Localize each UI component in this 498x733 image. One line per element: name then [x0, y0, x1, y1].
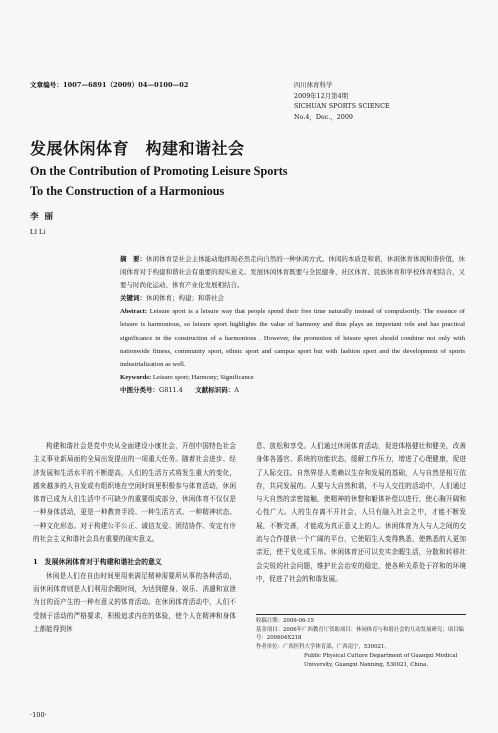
- body-right-column: [256, 440, 466, 586]
- keywords-english-label: Keywords:: [120, 373, 152, 381]
- title-english: [30, 161, 470, 201]
- journal-info: [294, 80, 464, 122]
- body-left-column: [33, 440, 236, 636]
- abstract-english: [120, 305, 465, 370]
- author-name-english: LI Li: [30, 227, 46, 236]
- abstract-chinese: [120, 253, 465, 292]
- title-english-line-1: On the Contribution of Promoting Leisure Sports: [30, 164, 288, 178]
- author-unit-value: 广西医科大学体育部，广西南宁，530021。: [282, 644, 390, 651]
- received-label: 收稿日期：: [256, 618, 283, 624]
- abstract-english-label: Abstract:: [120, 308, 148, 316]
- right-column-paragraph: 息、放松和享受。人们通过休闲体育活动，促进体格健壮和健美，改善身体各器官、系统的功能状态，缓解工作压力，增进了心理健康，促进了人际交往。自然界是人类赖以生存和发展的基础，人与自然是相互依存，共同发展的。人要与大自然和谐，不与人交往的活动中，人们通过与大自然的亲密接触，使精神的休整和躯体补偿以进行，使心胸开阔和心性广大。人的生存离不开社会，人只有融入社会之中，才能不断发展，不断完善，才能成为真正意义上的人。休闲体育为人与人之间的交流与合作提供一个广阔的平台，它使陌生人变得熟悉，使熟悉的人更加亲近，使干戈化成玉帛。休闲体育还可以充实余暇生活，分散和转移社会尖锐的社会问题，维护社会治安的稳定，使各种关系处于祥和的环境中，促进了社会的和谐发展。: [256, 442, 466, 583]
- abstract-chinese-label: 摘 要：: [120, 255, 147, 263]
- title-chinese: 发展休闲体育 构建和谐社会: [30, 139, 245, 158]
- document-code-value: A: [234, 385, 239, 394]
- keywords-english: [120, 371, 465, 384]
- journal-name-en: SICHUAN SPORTS SCIENCE: [294, 102, 390, 110]
- intro-paragraph: 构建和谐社会是党中央从全面建设小康社会，开创中国特色社会主义事业新局面的全局出发提出的一项重大任务。随着社会进步、经济发展和生活水平的不断提高，人们的生活方式将发生重大的变化，越来越多的人自发或有组织地在空闲时间里积极参与体育活动，休闲体育已成为人们生活中不可缺少的重要组成部分，休闲体育不仅仅是一种身体活动，更是一种教育手段、一种生活方式、一种精神状态、一种文化形态。对于构建公平公正、诚信友爱、团结协作、安定有序的社会主义和谐社会具有重要的现实意义。: [33, 442, 236, 544]
- received-value: 2009-06-15: [282, 618, 315, 624]
- footnote-author: [256, 643, 466, 652]
- abstract-chinese-text: 休闲体育是社会主体能动地择现必然走向自然的一种休闲方式。休闲的本质是和谐，休闲体育体现和谐价值，休闲体育对于构建和谐社会有重要的现实意义。发展休闲体育既要与全民健身、社区体育、民族体育和学校体育相结合，又要与时尚化运动、体育产业化发展相结合。: [120, 255, 466, 290]
- journal-issue-cn: 2009年12月第4期: [294, 91, 349, 100]
- footnote-block: [256, 617, 466, 669]
- journal-name-cn: 四川体育科学: [294, 81, 333, 89]
- section-1-heading: 1 发展休闲体育对于构建和谐社会的意义: [33, 558, 162, 567]
- keywords-chinese-label: 关键词：: [120, 294, 146, 303]
- keywords-english-text: Leisure sport; Harmony; Significance: [151, 373, 254, 381]
- title-english-line-2: To the Construction of a Harmonious: [30, 184, 225, 198]
- section-1-paragraph: 休闲是人们在自由时间里用来满足精神需要所从事的各种活动，而休闲体育则是人们利用余暇时间，为达到健身、娱乐、消遣和宣泄为目的而产生的一种有意义的体育活动。在休闲体育活动中，人们不受制于活动的严格要求，积极追求内在的体验，使个人在精神和身体上都能得到休: [33, 571, 236, 633]
- abstract-block: [120, 253, 465, 397]
- author-unit-label: 作者单位：: [256, 644, 283, 651]
- classification-line: [120, 384, 465, 397]
- footnote-received: [256, 617, 466, 626]
- page-number: ·100·: [30, 711, 47, 719]
- fund-value: 2006年广西教育厅资助项目：休闲体育与和谐社会的互动发展研究；项目编号：200604X218: [256, 626, 464, 642]
- author-name-chinese: 李丽: [30, 212, 60, 222]
- classification-label: 中图分类号：: [120, 385, 159, 394]
- abstract-english-text: Leisure sport is a leisure way that people spend their free time naturally instead of compulsorily. The essence of leisure is harmonious, so leisure sport highlights the value of harmony and thus plays an important role and has practical significance in the construction of a harmonious . However, the promotion of leisure sport should combine not only with nationwide fitness, community sport, ethnic sport and campus sport but with fashion sport and the development of sports industrialization as well.: [120, 308, 465, 368]
- document-code-label: 文献标识码：: [195, 385, 235, 394]
- footnote-divider: [256, 614, 466, 615]
- classification-value: G811.4: [159, 385, 183, 394]
- fund-label: 基金项目：: [256, 626, 283, 633]
- footnote-affiliation-english: Public Physical Culture Department of Guangxi Medical University, Guangxi Nanning, 530021, China.: [304, 652, 458, 668]
- journal-issue-en: No.4，Dec.，2009: [294, 112, 353, 121]
- article-id: 文章编号：1007—6891（2009）04—0100—02: [30, 81, 189, 89]
- keywords-chinese-text: 休闲体育；构建；和谐社会: [146, 294, 224, 303]
- keywords-chinese: [120, 292, 465, 305]
- footnote-fund: [256, 626, 466, 643]
